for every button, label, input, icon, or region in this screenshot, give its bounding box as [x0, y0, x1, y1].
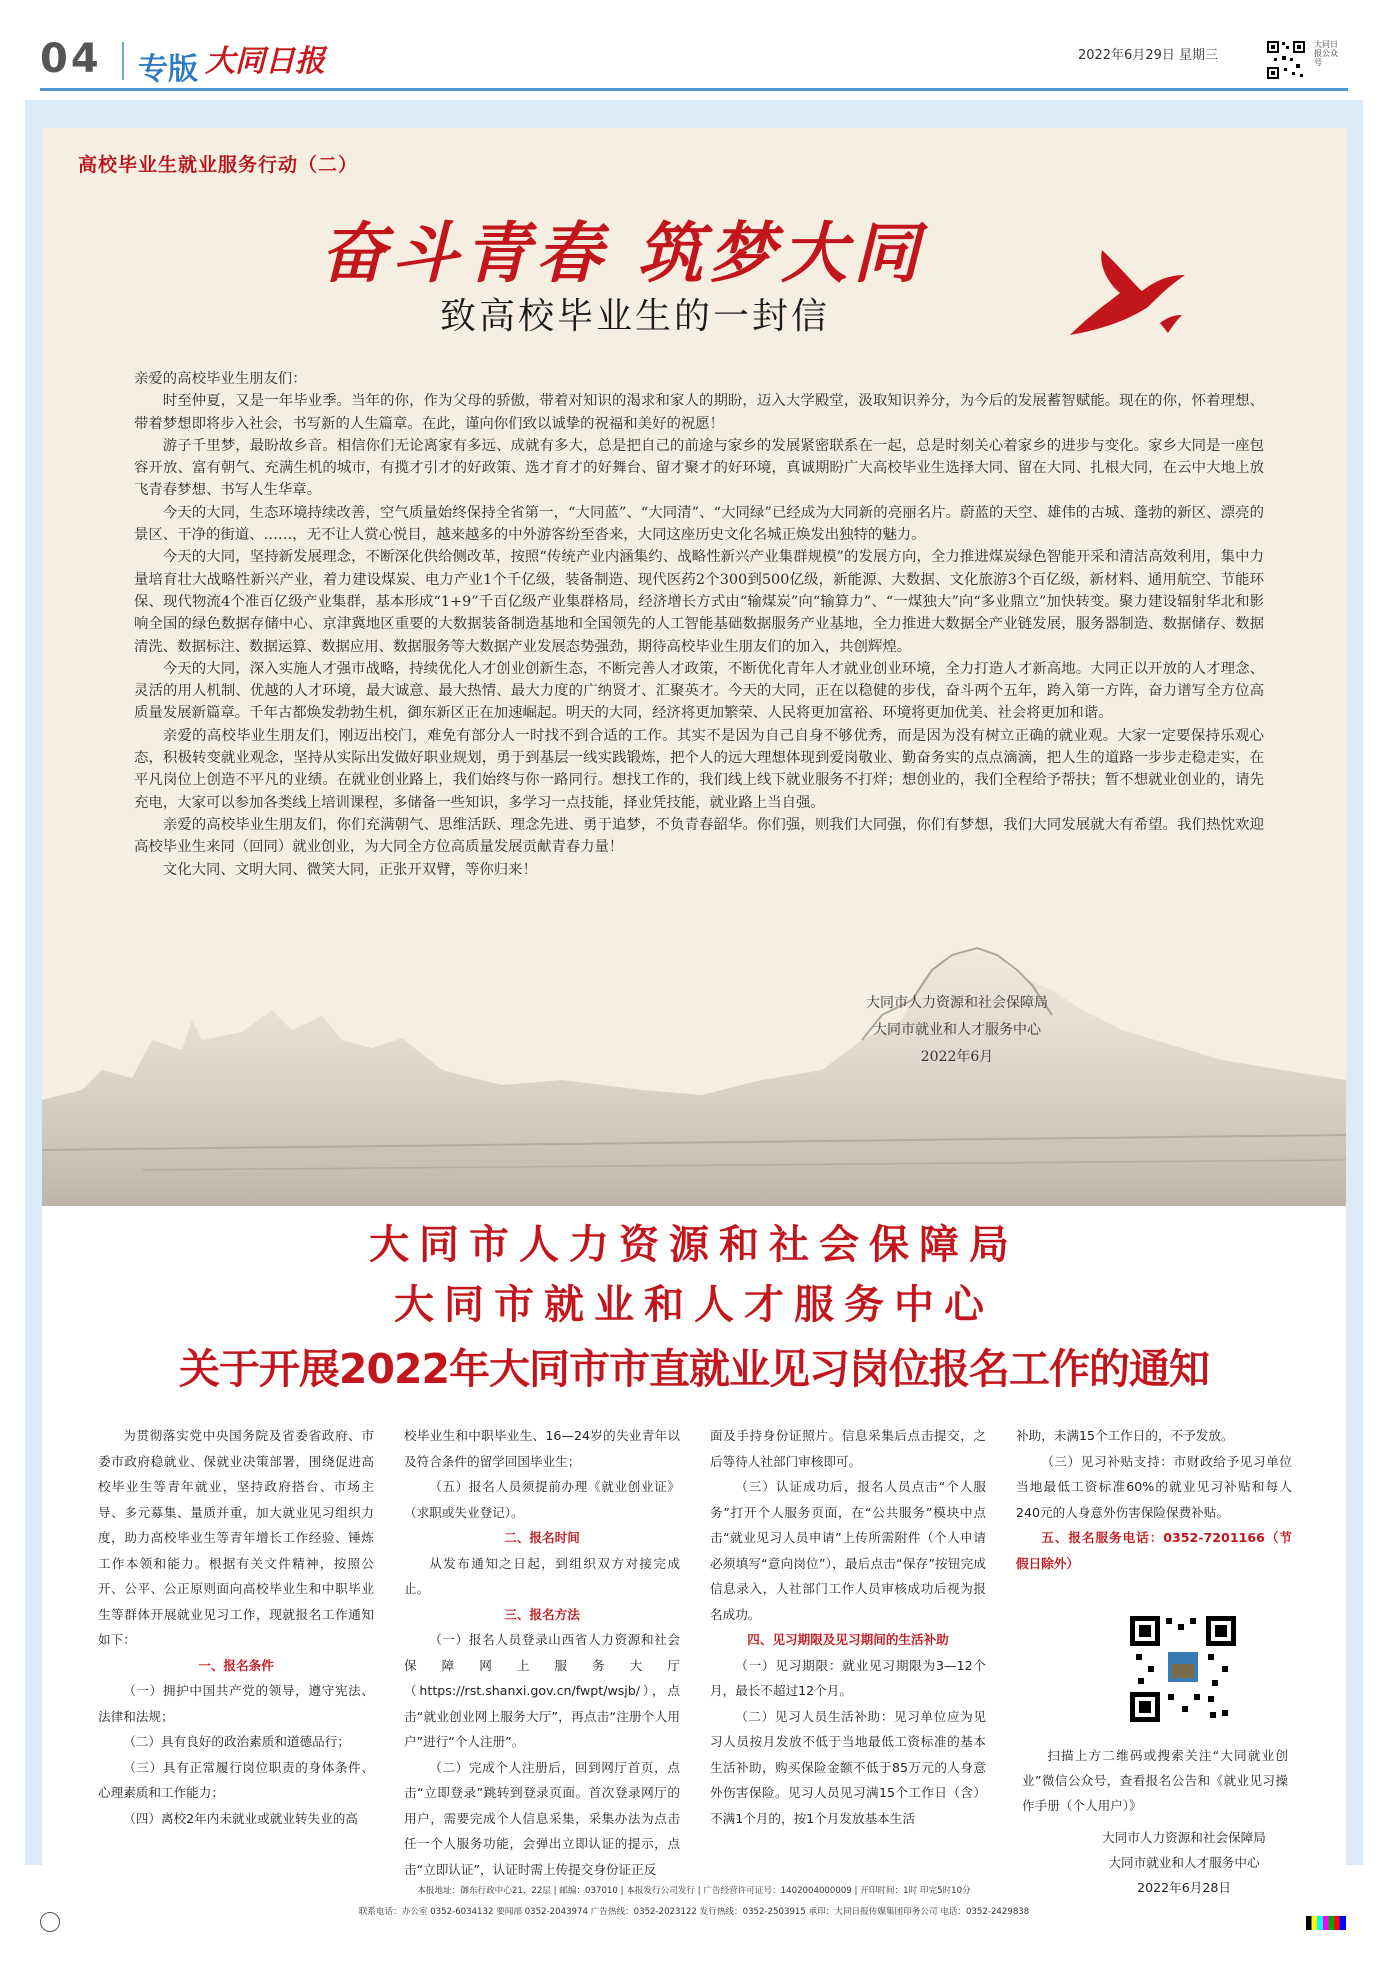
notice-item: （三）具有正常履行岗位职责的身体条件、心理素质和工作能力；	[98, 1759, 374, 1800]
notice-item: 面及手持身份证照片。信息采集后点击提交，之后等待人社部门审核即可。	[710, 1428, 986, 1469]
qr-code-icon	[1266, 40, 1306, 80]
contact-phone: 五、报名服务电话：0352-7201166（节假日除外）	[1016, 1530, 1292, 1571]
letter-paragraph: 今天的大同，坚持新发展理念，不断深化供给侧改革，按照“传统产业内涵集约、战略性新兴产业集群规模”的发展方向，全力推进煤炭绿色智能开采和清洁高效利用，集中力量培育壮大战略性新兴产业，着力建设煤炭、电力产业1个千亿级，装备制造、现代医药2个300到500亿级，新能源、大数据、文化旅游3个百亿级，新材料、通用航空、节能环保、现代物流4个准百亿级产业集群，基本形成“1+9”千百亿级产业集群格局，经济增长方式由“输煤炭”向“输算力”、“一煤独大”向“多业鼎立”加快转变。聚力建设辐射华北和影响全国的绿色数据存储中心、京津冀地区重要的大数据装备制造基地和全国领先的人工智能基础数据服务产业基地，全力推进大数据全产业链发展，服务器制造、数据储存、数据清洗、数据标注、数据运算、数据应用、数据服务等大数据产业发展态势强劲，期待高校毕业生朋友们的加入，共创辉煌。	[134, 549, 1264, 655]
letter-greeting: 亲爱的高校毕业生朋友们：	[134, 371, 307, 387]
notice-item: （四）离校2年内未就业或就业转失业的高	[123, 1810, 358, 1826]
letter-paragraph: 游子千里梦，最盼故乡音。相信你们无论离家有多远、成就有多大，总是把自己的前途与家乡的发展紧密联系在一起，总是时刻关心着家乡的进步与变化。家乡大同是一座包容开放、富有朝气、充满生机的城市，有揽才引才的好政策、选才育才的好舞台、留才聚才的好环境，真诚期盼广大高校毕业生选择大同、留在大同、扎根大同，在云中大地上放飞青春梦想、书写人生华章。	[134, 437, 1264, 499]
letter-paragraph: 亲爱的高校毕业生朋友们，你们充满朝气、思维活跃、理念先进、勇于追梦，不负青春韶华。你们强，则我们大同强，你们有梦想，我们大同发展就大有希望。我们热忱欢迎高校毕业生来同（回同）就业创业，为大同全方位高质量发展贡献青春力量！	[134, 816, 1264, 856]
section-heading: 四、见习期限及见习期间的生活补助	[747, 1632, 949, 1647]
footer-line-1: 本报地址：御东行政中心21、22层 | 邮编：037010 | 本报发行公司发行 | 广告经营许可证号：1402004000009 | 开印时间：1时 印完5时10分	[417, 1886, 971, 1896]
notice-column-2	[404, 1423, 680, 1882]
notice-item: （二）完成个人注册后，回到网厅首页，点击“立即登录”跳转到登录页面。首次登录网厅的用户，需要完成个人信息采集，采集办法为点击任一个人服务功能，会弹出立即认证的提示，点击“立即认证”，认证时需上传提交身份证正反	[404, 1759, 680, 1877]
section-label: 专版	[138, 52, 198, 87]
notice-item: 从发布通知之日起，到组织双方对接完成止。	[404, 1555, 680, 1596]
flying-bird-icon	[1050, 245, 1200, 345]
issue-date: 2022年6月29日 星期三	[1077, 48, 1218, 63]
series-title: 高校毕业生就业服务行动（二）	[78, 154, 359, 176]
notice-title: 关于开展2022年大同市市直就业见习岗位报名工作的通知	[178, 1345, 1210, 1393]
signature-line: 大同市就业和人才服务中心	[1108, 1855, 1260, 1870]
letter-paragraph: 时至仲夏，又是一年毕业季。当年的你，作为父母的骄傲，带着对知识的渴求和家人的期盼，迈入大学殿堂，汲取知识养分，为今后的发展蓄智赋能。现在的你，怀着理想、带着梦想即将步入社会，书写新的人生篇章。在此，谨向你们致以诚挚的祝福和美好的祝愿！	[134, 393, 1264, 432]
letter-title: 奋斗青春 筑梦大同	[320, 214, 925, 292]
section-heading: 一、报名条件	[198, 1657, 274, 1673]
letter-paragraph: 今天的大同，深入实施人才强市战略，持续优化人才创业创新生态，不断完善人才政策，不断优化青年人才就业创业环境，全力打造人才新高地。大同正以开放的人才理念、灵活的用人机制、优越的人才环境，最大诚意、最大热情、最大力度的广纳贤才、汇聚英才。今天的大同，正在以稳健的步伐，奋斗两个五年，跨入第一方阵，奋力谱写全方位高质量发展新篇章。千年古都焕发勃勃生机，御东新区正在加速崛起。明天的大同，经济将更加繁荣、人民将更加富裕、环境将更加优美、社会将更加和谐。	[134, 660, 1264, 722]
notice-item: （三）认证成功后，报名人员点击“个人服务”打开个人服务页面，在“公共服务”模块中点击“就业见习人员申请”上传所需附件（个人申请必须填写“意向岗位”），最后点击“保存”按钮完成信息录入，人社部门工作人员审核成功后视为报名成功。	[710, 1479, 986, 1622]
qr-code-icon	[1128, 1614, 1238, 1724]
notice-item: （一）见习期限：就业见习期限为3—12个月，最长不超过12个月。	[710, 1657, 986, 1698]
page-number: 04	[40, 36, 102, 82]
city-skyline-illustration-icon	[42, 920, 1346, 1206]
notice-item: （三）见习补贴支持：市财政给予见习单位当地最低工资标准60%的就业见习补贴和每人240元的人身意外伤害保险保费补贴。	[1016, 1453, 1292, 1520]
color-bar-icon	[1306, 1916, 1346, 1930]
registration-mark-icon	[40, 1912, 60, 1932]
side-note: 大同日报公众号	[1314, 40, 1338, 67]
notice-item: 补助，未满15个工作日的，不予发放。	[1016, 1428, 1234, 1443]
signature-date: 2022年6月28日	[1137, 1880, 1231, 1895]
section-heading: 二、报名时间	[504, 1530, 580, 1545]
signature-line: 大同市人力资源和社会保障局	[866, 995, 1048, 1011]
signature-line: 大同市就业和人才服务中心	[873, 1022, 1041, 1038]
notice-column-4	[1016, 1423, 1292, 1576]
signature-date: 2022年6月	[920, 1049, 994, 1065]
letter-subtitle: 致高校毕业生的一封信	[440, 296, 831, 337]
notice-item: （二）具有良好的政治素质和道德品行；	[123, 1734, 350, 1749]
page-header	[0, 0, 1388, 88]
signature-line: 大同市人力资源和社会保障局	[1102, 1830, 1266, 1845]
letter-body	[134, 368, 1264, 881]
notice-intro: 为贯彻落实党中央国务院及省委省政府、市委市政府稳就业、保就业决策部署，围绕促进高校毕业生等青年就业，坚持政府搭台、市场主导、多元募集、量质并重，加大就业见习组织力度，助力高校毕业生等青年增长工作经验、锤炼工作本领和能力。根据有关文件精神，按照公开、公平、公正原则面向高校毕业生和中职毕业生等群体开展就业见习工作，现就报名工作通知如下：	[98, 1428, 374, 1647]
letter-paragraph: 文化大同、文明大同、微笑大同，正张开双臂，等你归来！	[162, 861, 537, 878]
letter-signature	[832, 990, 1082, 1071]
notice-item: （二）见习人员生活补助：见习单位应为见习人员按月发放不低于当地最低工资标准的基本生活补助，购买保险金额不低于85万元的人身意外伤害保险。见习人员见习满15个工作日（含）不满1个月的，按1个月发放基本生活	[710, 1708, 986, 1826]
masthead-logo: 大同日报	[205, 44, 325, 79]
notice-org-1: 大同市人力资源和社会保障局	[369, 1221, 1019, 1268]
header-divider	[122, 42, 124, 80]
page-footer	[0, 1868, 1388, 1973]
footer-line-2: 联系电话：办公室 0352-6034132 要闻部 0352-2043974 广告热线：0352-2023122 发行热线：0352-2503915 承印：大同日报传媒集团印务公司 电话：0352-2429838	[358, 1907, 1030, 1917]
notice-item: （一）拥护中国共产党的领导，遵守宪法、法律和法规；	[98, 1683, 374, 1724]
letter-paragraph: 亲爱的高校毕业生朋友们，刚迈出校门，难免有部分人一时找不到合适的工作。其实不是因为自己自身不够优秀，而是因为没有树立正确的就业观。大家一定要保持乐观心态，积极转变就业观念，坚持从实际出发做好职业规划，勇于到基层一线实践锻炼，把个人的远大理想体现到爱岗敬业、勤奋务实的点点滴滴，把人生的道路一步步走稳走实，在平凡岗位上创造不平凡的业绩。在就业创业路上，我们始终与你一路同行。想找工作的，我们线上线下就业服务不打烊；想创业的，我们全程给予帮扶；暂不想就业创业的，请先充电，大家可以参加各类线上培训课程，多储备一些知识，多学习一点技能，择业凭技能，就业路上当自强。	[134, 727, 1264, 811]
notice-column-1	[98, 1423, 374, 1831]
letter-paragraph: 今天的大同，生态环境持续改善，空气质量始终保持全省第一，“大同蓝”、“大同清”、“大同绿”已经成为大同新的亮丽名片。蔚蓝的天空、雄伟的古城、蓬勃的新区、漂亮的景区、干净的街道、……，无不让人赏心悦目，越来越多的中外游客纷至沓来，大同这座历史文化名城正焕发出独特的魅力。	[134, 504, 1264, 544]
notice-column-3	[710, 1423, 986, 1831]
notice-item: （五）报名人员须提前办理《就业创业证》（求职或失业登记）。	[404, 1479, 680, 1520]
notice-item: 校毕业生和中职毕业生、16—24岁的失业青年以及符合条件的留学回国毕业生；	[404, 1428, 680, 1469]
section-heading: 三、报名方法	[504, 1606, 580, 1622]
notice-org-2: 大同市就业和人才服务中心	[394, 1281, 994, 1328]
notice-item: （一）报名人员登录山西省人力资源和社会保障网上服务大厅（https://rst.shanxi.gov.cn/fwpt/wsjb/），点击“就业创业网上服务大厅”，再点击“注册个人用户”进行“个人注册”。	[404, 1632, 680, 1749]
qr-description: 扫描上方二维码或搜索关注“大同就业创业”微信公众号，查看报名公告和《就业见习操作手册（个人用户）》	[1022, 1748, 1288, 1813]
header-rule	[40, 88, 1348, 91]
